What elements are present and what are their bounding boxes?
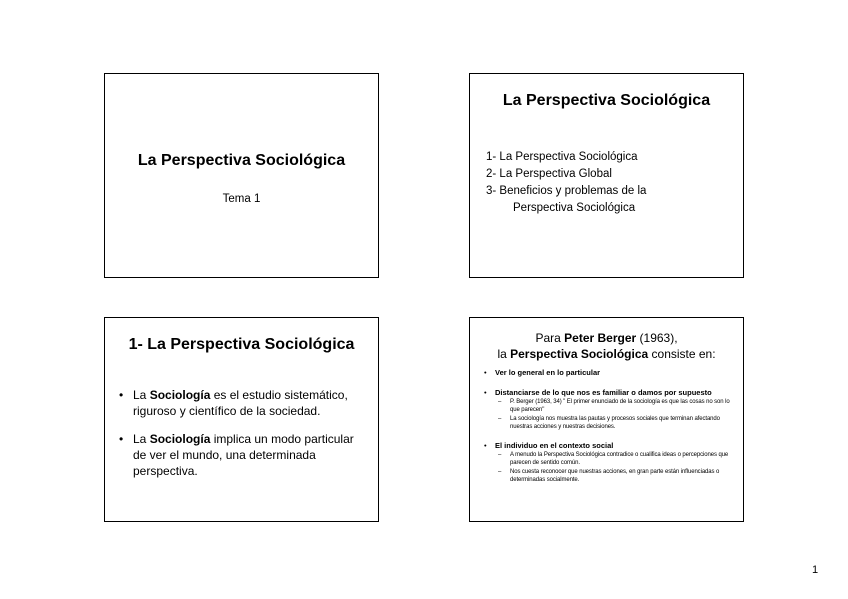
slide-2-title: La Perspectiva Sociológica	[502, 92, 711, 109]
outline-item: 2- La Perspectiva Global	[486, 168, 612, 180]
sub-item	[484, 398, 736, 414]
slide-4-heading	[470, 330, 743, 362]
heading-line-1	[470, 330, 743, 346]
sub-item-text: P. Berger (1963, 34) " El primer enunciado de la sociología es que las cosas no son lo que parecen"	[510, 399, 730, 413]
outline-item: 1- La Perspectiva Sociológica	[486, 151, 638, 163]
heading-bold: Peter Berger	[564, 331, 637, 345]
heading-text: (1963),	[636, 331, 678, 345]
heading-text: consiste en:	[648, 347, 716, 361]
bullet-text-post: implica un modo particular de ver el mundo, una determinada perspectiva.	[133, 432, 354, 478]
slide-3	[104, 317, 379, 522]
section-heading	[484, 388, 736, 397]
bullet-text-pre: La	[133, 388, 150, 402]
slide-4-content	[484, 368, 736, 484]
section-title: El individuo en el contexto social	[495, 441, 614, 450]
dash-icon: –	[498, 399, 502, 405]
section-title: Distanciarse de lo que nos es familiar o damos por supuesto	[495, 388, 712, 397]
slide-3-bullets	[119, 387, 369, 491]
heading-text: la	[497, 347, 511, 361]
slide-2-outline	[486, 149, 736, 217]
heading-bold: Perspectiva Sociológica	[510, 347, 649, 361]
dash-icon: –	[498, 469, 502, 475]
bullet-icon: •	[119, 388, 124, 402]
bullet-icon: •	[119, 432, 124, 446]
outline-item-continuation: Perspectiva Sociológica	[513, 202, 636, 214]
sub-item-text: La sociología nos muestra las pautas y procesos sociales que terminan afectando nuestras acciones y nuestras decisiones.	[510, 416, 720, 430]
bullet-icon: •	[484, 388, 487, 397]
heading-line-2	[470, 346, 743, 362]
sub-item	[484, 468, 736, 484]
slide-2	[469, 73, 744, 278]
sub-item-text: Nos cuesta reconocer que nuestras acciones, en gran parte están influenciadas o determinadas socialmente.	[510, 469, 720, 483]
slide-3-title: 1- La Perspectiva Sociológica	[128, 336, 355, 353]
bullet-text-pre: La	[133, 432, 150, 446]
bullet-item	[119, 387, 369, 419]
slide-1-subtitle: Tema 1	[222, 193, 261, 205]
section-heading	[484, 368, 736, 377]
sub-item-text: A menudo la Perspectiva Sociológica contradice o cualifica ideas o percepciones que parecen de sentido común.	[510, 452, 729, 466]
sub-item	[484, 451, 736, 467]
slide-4	[469, 317, 744, 522]
sub-item	[484, 415, 736, 431]
section-heading	[484, 441, 736, 450]
slide-1	[104, 73, 379, 278]
dash-icon: –	[498, 416, 502, 422]
page-number: 1	[812, 564, 819, 576]
slide-1-title: La Perspectiva Sociológica	[137, 152, 346, 169]
dash-icon: –	[498, 452, 502, 458]
bullet-text-bold: Sociología	[149, 388, 211, 402]
bullet-text-bold: Sociología	[149, 432, 211, 446]
heading-text: Para	[535, 331, 565, 345]
bullet-icon: •	[484, 368, 487, 377]
outline-item: 3- Beneficios y problemas de la	[486, 185, 647, 197]
section-title: Ver lo general en lo particular	[495, 368, 601, 377]
bullet-text-post: es el estudio sistemático, riguroso y científico de la sociedad.	[133, 388, 348, 418]
bullet-item	[119, 431, 369, 479]
bullet-icon: •	[484, 441, 487, 450]
